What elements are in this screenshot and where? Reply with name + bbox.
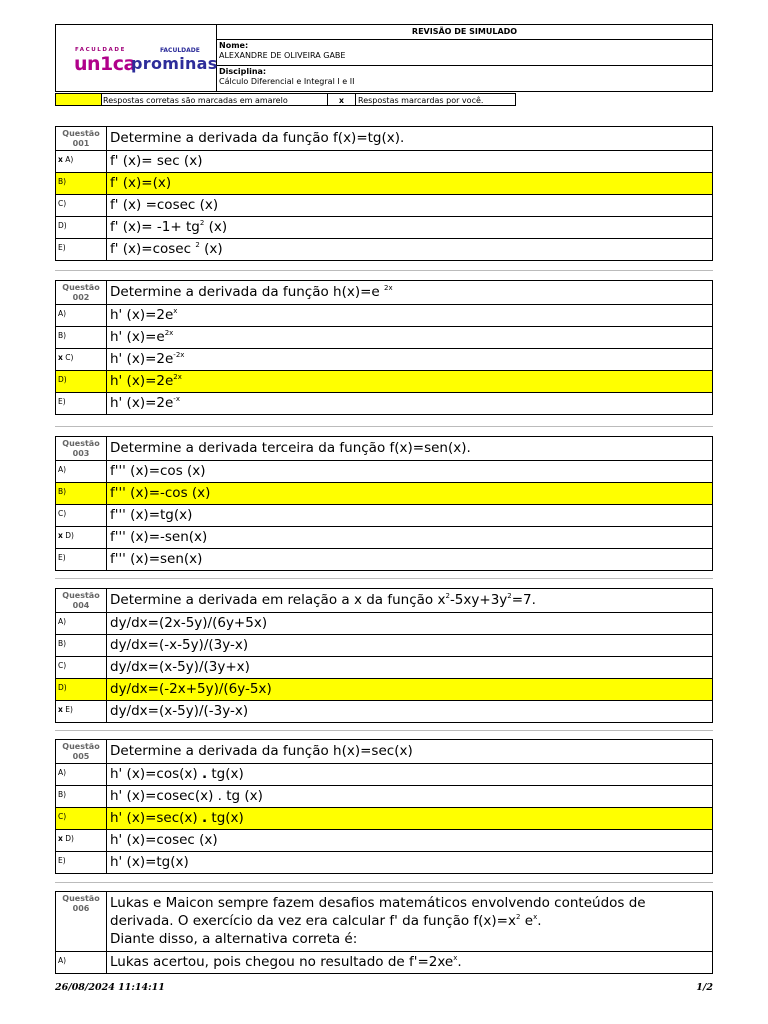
option-row[interactable] (56, 393, 713, 415)
option-text: h' (x)=sec(x) . tg(x) (107, 808, 713, 830)
option-text: f' (x) =cosec (x) (107, 195, 713, 217)
option-letter: x D) (56, 830, 107, 852)
option-letter: B) (56, 786, 107, 808)
separator (55, 578, 713, 579)
logo-faculdade-left: FACULDADE (75, 47, 126, 53)
option-letter: E) (56, 239, 107, 261)
option-text: f''' (x)=-sen(x) (107, 527, 713, 549)
option-row-correct[interactable] (56, 173, 713, 195)
question-number: Questão 002 (56, 281, 107, 305)
option-letter: A) (56, 952, 107, 974)
separator (55, 882, 713, 883)
question-number: Questão 001 (56, 127, 107, 151)
option-letter: B) (56, 483, 107, 505)
option-letter: x A) (56, 151, 107, 173)
option-text: dy/dx=(x-5y)/(3y+x) (107, 657, 713, 679)
option-text: Lukas acertou, pois chegou no resultado de $f'=2xe^x$. (107, 952, 713, 974)
question-number: Questão 006 (56, 892, 107, 952)
legend-correct-text: Respostas corretas são marcadas em amarelo (101, 93, 328, 106)
option-row-correct[interactable] (56, 808, 713, 830)
question-stem: Determine a derivada da função f(x)=tg(x). (107, 127, 713, 151)
question-005 (55, 739, 713, 874)
option-letter: A) (56, 461, 107, 483)
option-row[interactable] (56, 786, 713, 808)
question-stem: Determine a derivada em relação a x da função $x^2-5xy+3y^2=7$. (107, 589, 713, 613)
exam-header (55, 24, 713, 92)
option-text: h' $(x)=e^{2x}$ (107, 327, 713, 349)
option-text: f''' (x)=sen(x) (107, 549, 713, 571)
option-text: f' $(x)= -1+ tg^2$ (x) (107, 217, 713, 239)
option-row[interactable] (56, 527, 713, 549)
logo-unica: un1ca (74, 53, 136, 75)
option-row[interactable] (56, 613, 713, 635)
institution-logo (56, 25, 217, 92)
option-row-correct[interactable] (56, 483, 713, 505)
logo-prominas: prominas (131, 54, 218, 73)
option-row[interactable] (56, 461, 713, 483)
option-row[interactable] (56, 549, 713, 571)
option-letter: x E) (56, 701, 107, 723)
option-text: h' (x)=cosec(x) . tg (x) (107, 786, 713, 808)
question-001 (55, 126, 713, 261)
option-row[interactable] (56, 635, 713, 657)
discipline-cell (217, 66, 713, 92)
option-text: dy/dx=(-x-5y)/(3y-x) (107, 635, 713, 657)
option-letter: A) (56, 613, 107, 635)
option-row[interactable] (56, 327, 713, 349)
option-letter: C) (56, 808, 107, 830)
logo-faculdade-right: FACULDADE (160, 47, 200, 54)
option-text: dy/dx=(-2x+5y)/(6y-5x) (107, 679, 713, 701)
option-text: dy/dx=(2x-5y)/(6y+5x) (107, 613, 713, 635)
option-letter: D) (56, 217, 107, 239)
option-letter: x D) (56, 527, 107, 549)
option-row[interactable] (56, 151, 713, 173)
student-name-cell (217, 40, 713, 66)
option-letter: C) (56, 657, 107, 679)
question-stem: Determine a derivada da função h(x)=sec(x) (107, 740, 713, 764)
question-002 (55, 280, 713, 415)
question-003 (55, 436, 713, 571)
discipline-value: Cálculo Diferencial e Integral I e II (219, 77, 355, 87)
option-text: f''' (x)=-cos (x) (107, 483, 713, 505)
question-number: Questão 003 (56, 437, 107, 461)
option-letter: A) (56, 764, 107, 786)
option-row[interactable] (56, 505, 713, 527)
option-text: h' (x)=tg(x) (107, 852, 713, 874)
option-text: h' $(x)=2e^{-2x}$ (107, 349, 713, 371)
option-row-correct[interactable] (56, 679, 713, 701)
option-letter: E) (56, 393, 107, 415)
question-number: Questão 005 (56, 740, 107, 764)
separator (55, 730, 713, 731)
option-text: h' (x)=cos(x) . tg(x) (107, 764, 713, 786)
option-row[interactable] (56, 830, 713, 852)
option-row[interactable] (56, 349, 713, 371)
legend-marked-text: Respostas marcardas por você. (355, 93, 516, 106)
option-text: f''' (x)=cos (x) (107, 461, 713, 483)
legend-correct-swatch (55, 93, 102, 106)
option-letter: B) (56, 635, 107, 657)
option-text: f' (x)=(x) (107, 173, 713, 195)
option-letter: B) (56, 173, 107, 195)
option-letter: C) (56, 505, 107, 527)
option-row[interactable] (56, 195, 713, 217)
option-letter: D) (56, 679, 107, 701)
option-row-correct[interactable] (56, 371, 713, 393)
option-letter: E) (56, 549, 107, 571)
option-text: h' $(x)=2e^x$ (107, 305, 713, 327)
question-004 (55, 588, 713, 723)
option-letter: E) (56, 852, 107, 874)
option-letter: A) (56, 305, 107, 327)
option-text: f' (x)= sec (x) (107, 151, 713, 173)
option-row[interactable] (56, 701, 713, 723)
option-text: f''' (x)=tg(x) (107, 505, 713, 527)
option-text: h' (x)=cosec (x) (107, 830, 713, 852)
option-text: h' $(x)=2e^{2x}$ (107, 371, 713, 393)
option-row[interactable] (56, 305, 713, 327)
discipline-label: Disciplina: (219, 67, 267, 77)
question-006 (55, 891, 713, 974)
option-text: h' $(x)=2e^{-x}$ (107, 393, 713, 415)
option-row[interactable] (56, 764, 713, 786)
option-row[interactable] (56, 217, 713, 239)
option-row[interactable] (56, 657, 713, 679)
option-letter: x C) (56, 349, 107, 371)
question-stem: Lukas e Maicon sempre fazem desafios matemáticos envolvendo conteúdos de derivada. O exercício da vez era calcular f' da função $f(x)=x^2$ $e^x$. Diante disso, a alternativa correta é: (107, 892, 713, 952)
legend-marked-symbol: x (328, 93, 356, 106)
question-stem: Determine a derivada terceira da função f(x)=sen(x). (107, 437, 713, 461)
option-letter: B) (56, 327, 107, 349)
footer-datetime: 26/08/2024 11:14:11 (55, 982, 165, 993)
name-label: Nome: (219, 41, 249, 51)
option-row[interactable] (56, 952, 713, 974)
option-letter: D) (56, 371, 107, 393)
page-title: REVISÃO DE SIMULADO (217, 25, 713, 40)
option-text: dy/dx=(x-5y)/(-3y-x) (107, 701, 713, 723)
footer-page-number: 1/2 (696, 982, 713, 993)
name-value: ALEXANDRE DE OLIVEIRA GABE (219, 51, 346, 61)
question-number: Questão 004 (56, 589, 107, 613)
separator (55, 270, 713, 271)
option-row[interactable] (56, 239, 713, 261)
option-row[interactable] (56, 852, 713, 874)
option-text: f' (x)=cosec $^2$ (x) (107, 239, 713, 261)
question-stem: Determine a derivada da função h(x)=e $^{2x}$ (107, 281, 713, 305)
separator (55, 426, 713, 427)
option-letter: C) (56, 195, 107, 217)
